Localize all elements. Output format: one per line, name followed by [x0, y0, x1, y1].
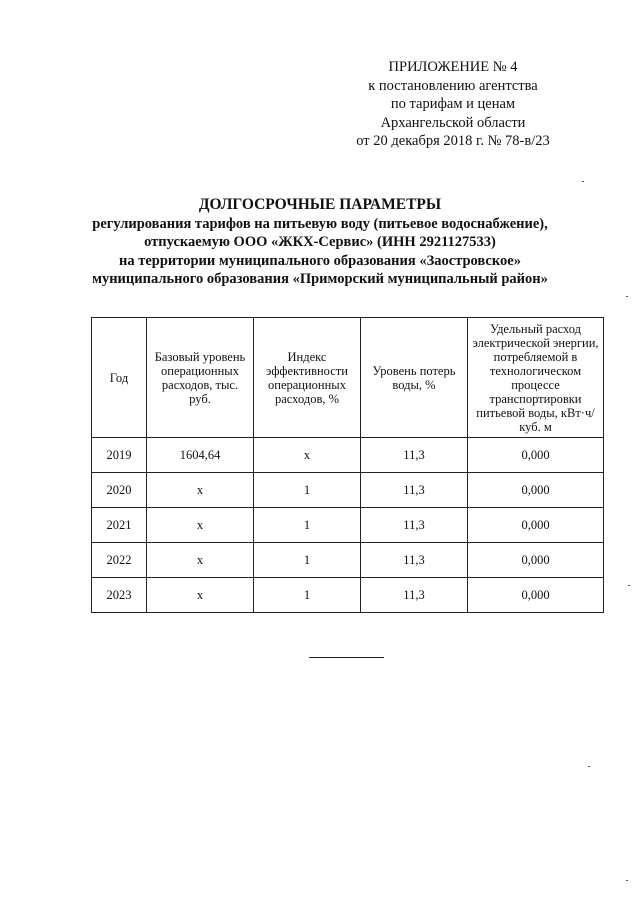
- scan-speck: [582, 181, 584, 182]
- cell-year: 2023: [92, 578, 147, 613]
- title-line-3: отпускаемую ООО «ЖКХ-Сервис» (ИНН 2921127533): [144, 234, 496, 250]
- cell-loss-level: 11,3: [361, 508, 468, 543]
- cell-loss-level: 11,3: [361, 578, 468, 613]
- header-loss-level: Уровень потерь воды, %: [361, 318, 468, 438]
- cell-efficiency-index: х: [254, 438, 361, 473]
- cell-year: 2020: [92, 473, 147, 508]
- cell-year: 2019: [92, 438, 147, 473]
- cell-efficiency-index: 1: [254, 578, 361, 613]
- cell-base-level: х: [147, 508, 254, 543]
- scan-speck: [626, 296, 628, 297]
- header-energy-use: Удельный расход электрической энергии, потребляемой в технологическом процессе транспортировки питьевой воды, кВт·ч/куб. м: [468, 318, 604, 438]
- cell-base-level: х: [147, 543, 254, 578]
- table-row: [92, 473, 604, 508]
- title-line-4: на территории муниципального образования «Заостровское»: [119, 252, 521, 269]
- table-header-row: [92, 318, 604, 438]
- cell-energy-use: 0,000: [468, 438, 604, 473]
- cell-loss-level: 11,3: [361, 438, 468, 473]
- title-line-2: регулирования тарифов на питьевую воду (питьевое водоснабжение),: [92, 215, 548, 232]
- appendix-number: ПРИЛОЖЕНИЕ № 4: [388, 59, 518, 75]
- scan-speck: [588, 766, 590, 767]
- scan-speck: [628, 585, 630, 586]
- table-row: [92, 578, 604, 613]
- cell-energy-use: 0,000: [468, 473, 604, 508]
- parameters-table: [91, 317, 604, 613]
- cell-loss-level: 11,3: [361, 473, 468, 508]
- appendix-ref-line-2: по тарифам и ценам: [390, 96, 516, 112]
- cell-year: 2022: [92, 543, 147, 578]
- title-main: ДОЛГОСРОЧНЫЕ ПАРАМЕТРЫ: [198, 196, 442, 213]
- cell-loss-level: 11,3: [361, 543, 468, 578]
- appendix-header: [338, 58, 568, 151]
- closing-rule: [309, 657, 384, 658]
- cell-year: 2021: [92, 508, 147, 543]
- title-line-5: муниципального образования «Приморский муниципальный район»: [92, 271, 548, 287]
- appendix-ref-line-3: Архангельской области: [380, 114, 526, 131]
- cell-base-level: х: [147, 473, 254, 508]
- header-base-level: Базовый уровень операционных расходов, тыс. руб.: [147, 318, 254, 438]
- cell-energy-use: 0,000: [468, 508, 604, 543]
- cell-efficiency-index: 1: [254, 473, 361, 508]
- cell-energy-use: 0,000: [468, 578, 604, 613]
- cell-energy-use: 0,000: [468, 543, 604, 578]
- appendix-ref-date: от 20 декабря 2018 г. № 78-в/23: [356, 133, 550, 149]
- appendix-ref-line-1: к постановлению агентства: [368, 77, 538, 94]
- cell-base-level: х: [147, 578, 254, 613]
- header-year: Год: [92, 318, 147, 438]
- cell-base-level: 1604,64: [147, 438, 254, 473]
- scan-speck: [626, 880, 628, 881]
- header-efficiency-index: Индекс эффективности операционных расходов, %: [254, 318, 361, 438]
- cell-efficiency-index: 1: [254, 543, 361, 578]
- document-title: [40, 196, 600, 289]
- cell-efficiency-index: 1: [254, 508, 361, 543]
- table-row: [92, 438, 604, 473]
- table-row: [92, 543, 604, 578]
- table-row: [92, 508, 604, 543]
